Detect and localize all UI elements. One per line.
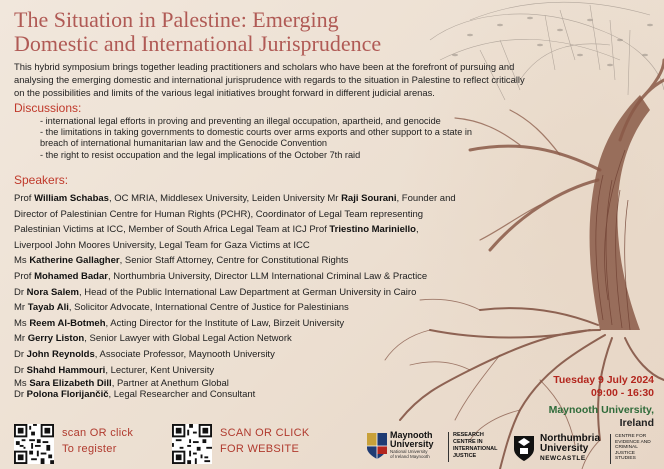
- speaker-line: Dr Polona Florijančič, Legal Researcher and Consultant: [14, 389, 256, 401]
- cecj-line: CRIMINAL: [615, 445, 638, 451]
- website-text-1: SCAN OR CLICK: [220, 427, 310, 439]
- speaker-line: Liverpool John Moores University, Legal Team for Gaza Victims at ICC: [14, 239, 310, 251]
- maynooth-crest-icon: [366, 432, 388, 460]
- cecj-line: CENTRE FOR: [615, 434, 647, 439]
- speaker-line: Mr Gerry Liston, Senior Lawyer with Global Legal Action Network: [14, 333, 292, 345]
- register-text-1: scan OR click: [62, 427, 134, 439]
- speaker-line: Prof Mohamed Badar, Northumbria University, Director LLM International Criminal Law & Practice: [14, 270, 428, 282]
- speaker-line: Ms Reem Al-Botmeh, Acting Director for the Institute of Law, Birzeit University: [14, 317, 345, 329]
- northumbria-name-2: University: [540, 443, 589, 454]
- maynooth-name-2: University: [390, 439, 434, 449]
- discussion-item: - the limitations in taking governments to domestic courts over arms exports and other support to a state in: [40, 127, 473, 138]
- event-venue: Maynooth University,: [548, 404, 654, 416]
- title-line-1: The Situation in Palestine: Emerging: [14, 7, 339, 32]
- discussion-item: breach of international humanitarian law and the Genocide Convention: [40, 138, 328, 149]
- rciij-line: INTERNATIONAL: [453, 446, 498, 452]
- northumbria-crest-icon: [512, 434, 536, 462]
- event-time: 09:00 - 16:30: [590, 387, 654, 399]
- northumbria-name: Northumbria: [540, 433, 600, 444]
- website-link[interactable]: [220, 425, 309, 457]
- discussion-item: - international legal efforts in proving and preventing an illegal occupation, apartheid, and genocide: [40, 116, 441, 126]
- speaker-line: Director of Palestinian Centre for Human Rights (PCHR), Coordinator of Legal Team representing: [14, 208, 424, 220]
- speakers-heading: Speakers:: [14, 173, 69, 187]
- cecj-line: STUDIES: [615, 456, 636, 462]
- maynooth-sub-2: of Ireland Maynooth: [390, 454, 430, 459]
- speakers-list: [14, 191, 484, 400]
- cecj-line: EVIDENCE AND: [615, 439, 651, 445]
- speaker-line: Ms Katherine Gallagher, Senior Staff Attorney, Centre for Constitutional Rights: [14, 255, 349, 267]
- rciij-line: JUSTICE: [453, 453, 477, 459]
- register-link[interactable]: [62, 425, 133, 457]
- cecj-line: JUSTICE: [615, 450, 635, 456]
- speaker-line: Dr Nora Salem, Head of the Public International Law Department at German University in Cairo: [14, 286, 417, 298]
- speaker-line: Dr John Reynolds, Associate Professor, Maynooth University: [14, 348, 275, 360]
- event-details: [549, 374, 654, 430]
- speaker-line: Mr Tayab Ali, Solicitor Advocate, International Centre of Justice for Palestinians: [14, 302, 349, 314]
- maynooth-name: Maynooth: [390, 430, 433, 440]
- title-line-2: Domestic and International Jurisprudence: [14, 31, 382, 56]
- partner-logos: [364, 428, 664, 469]
- discussions-list: [40, 116, 500, 161]
- rciij-line: CENTRE IN: [453, 439, 483, 445]
- discussion-item: - the right to resist occupation and the legal implications of the October 7th raid: [40, 149, 361, 160]
- speaker-line: Palestinian Victims at ICC, Member of South Africa Legal Team at ICJ Prof Triestino Mariniello,: [14, 224, 419, 236]
- speaker-line: Dr Shahd Hammouri, Lecturer, Kent University: [14, 364, 215, 376]
- register-text-2: To register: [62, 443, 117, 455]
- rciij-line: RESEARCH: [453, 432, 484, 438]
- event-date: Tuesday 9 July 2024: [553, 374, 654, 386]
- website-qr-code[interactable]: [172, 424, 212, 464]
- page-title: [14, 8, 381, 56]
- maynooth-sub-1: National University: [390, 449, 428, 454]
- northumbria-city: NEWCASTLE: [540, 455, 586, 462]
- speaker-line: Ms Sara Elizabeth Dill, Partner at Anethum Global: [14, 378, 229, 390]
- event-venue-country: Ireland: [619, 417, 654, 429]
- register-qr-code[interactable]: [14, 424, 54, 464]
- intro-paragraph: This hybrid symposium brings together leading practitioners and scholars who have been at the forefront of pursuing and analysing the emerging domestic and international jurisprudence with regards to the situation in Palestine to reflect critically on the possibilities and limits of the various legal initiatives brought forward in different judicial arenas.: [14, 61, 525, 98]
- speaker-line: Prof William Schabas, OC MRIA, Middlesex University, Leiden University Mr Raji Sourani, Founder and: [14, 193, 456, 204]
- discussions-heading: Discussions:: [14, 101, 82, 115]
- website-text-2: FOR WEBSITE: [220, 443, 300, 455]
